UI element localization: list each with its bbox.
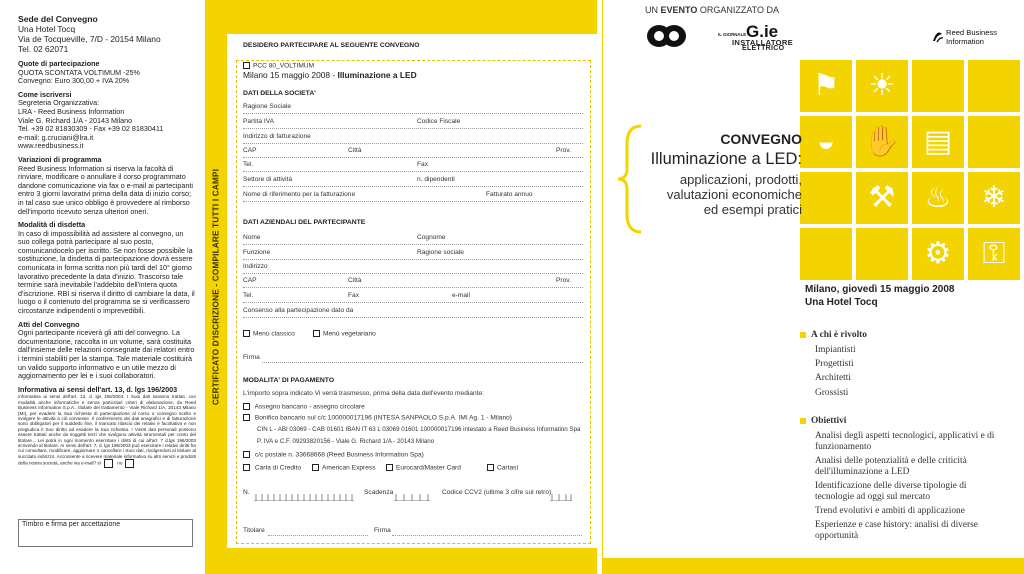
cognome-label: Cognome [417,234,446,241]
indirizzo-field[interactable] [243,273,583,274]
piva-label: Partita IVA [243,118,275,125]
card-digits-ticks [254,492,354,501]
target-item: Grossisti [815,387,849,398]
tile-icon [800,172,852,224]
cartasi-checkbox[interactable] [487,464,494,471]
consenso-label: Consenso alla partecipazione dato da [243,307,354,314]
sink-icon: ◒ [800,116,852,168]
iscr-website[interactable]: www.reedbusiness.it [18,141,84,151]
iscr-line: Tel. +39 02 81830309 - Fax +39 02 81830411 [18,124,164,134]
obj-item: Identificazione delle diverse tipologie di tecnologie ad oggi sul mercato [815,481,967,502]
assegno-row[interactable] [243,403,365,410]
reed-l1: Reed Business [946,28,998,37]
installatore-logo [718,22,798,52]
settore-field[interactable] [243,186,583,187]
subtitle-line: ed esempi pratici [703,202,802,217]
bonifico-label: Bonifico bancario sul c/c 100000017196 (INTESA SANPAOLO S.p.A. IMI Ag. 1 - Milano) [254,414,513,422]
tile-icon [856,228,908,280]
amex-label: American Express [322,464,376,472]
tel2-field[interactable] [243,302,583,303]
form-top-band [226,0,597,34]
tile-icon [912,60,964,112]
iscr-line: Viale G. Richard 1/A - 20143 Milano [18,115,133,125]
assegno-label: Assegno bancario - assegno circolare [254,403,365,411]
citta-label: Città [348,147,362,154]
no-label: no [117,460,123,466]
reed-logo-text [946,29,997,46]
carta-checkbox[interactable] [243,464,250,471]
subtitle-line: valutazioni economiche [666,187,802,202]
venue-line: Una Hotel Tocq [18,24,76,34]
event-row [243,70,417,80]
organizer-bold: EVENTO [660,5,698,15]
firma2-label: Firma [374,527,391,534]
form-header: DESIDERO PARTECIPARE AL SEGUENTE CONVEGNO [243,42,420,49]
scadenza-field[interactable] [394,488,430,497]
obj-title-row [800,416,1005,427]
strip-label: CERTIFICATO D'ISCRIZIONE - COMPILARE TUTTI I CAMPI [211,168,221,406]
nome-label: Nome [243,234,261,241]
timbro-firma-label: Timbro e firma per accettazione [22,521,121,528]
convegno-label: CONVEGNO [720,131,802,147]
bulb-icon: ☀ [856,60,908,112]
event-subtitle [640,172,802,217]
cartasi-row[interactable] [487,464,518,471]
nome-field[interactable] [243,244,583,245]
tel2-label: Tel. [243,292,254,299]
tools-icon: ⚒ [856,172,908,224]
right-bottom-bar [602,558,1024,574]
firma-label: Firma [243,354,260,361]
fridge-icon: ▤ [912,116,964,168]
iscr-title: Come iscriversi [18,89,72,99]
event-title: Illuminazione a LED: [650,150,802,168]
fax-label: Fax [417,161,428,168]
ragione-label: Ragione Sociale [243,103,292,110]
amex-row[interactable] [312,464,376,471]
iscr-line: LRA - Reed Business Information [18,106,125,116]
prov-label: Prov. [556,147,571,154]
scadenza-ticks [394,492,430,501]
timbro-firma-field[interactable] [18,519,193,547]
event-date: Milano 15 maggio 2008 - [243,70,338,80]
event-date-line: Milano, giovedì 15 maggio 2008 [805,284,955,295]
titolare-field[interactable] [268,535,368,536]
reed-logo [930,27,1010,49]
firma-field[interactable] [262,362,583,363]
ce-logo-mark [646,24,688,48]
venue-title: Sede del Convegno [18,14,98,24]
fatturato-label: Fatturato annuo [486,191,533,198]
nome-rif-label: Nome di riferimento per la fatturazione [243,191,356,198]
target-list [800,343,1015,400]
left-info-column [18,14,196,468]
event-name: Illuminazione a LED [337,70,417,80]
obj-list [800,431,1005,542]
obj-title: Obiettivi [811,416,847,426]
ragione2-label: Ragione sociale [417,249,464,256]
iscr-line: Segreteria Organizzativa: [18,98,100,108]
indirizzo-fatt-label: Indirizzo di fatturazione [243,133,311,140]
tile-icon [968,60,1020,112]
euro-label: Eurocard/Master Card [396,464,461,472]
si-label: sì [97,460,101,466]
cap-citta-field[interactable] [243,157,583,158]
part-title: DATI AZIENDALI DEL PARTECIPANTE [243,219,366,226]
obj-item: Analisi delle potenzialità e delle criticità dell'illuminazione a LED [815,456,967,477]
no-checkbox[interactable] [125,459,134,468]
ce-logo [646,24,688,48]
indirizzo-fatt-field[interactable] [243,143,583,144]
firma2-field[interactable] [392,535,582,536]
ccv-field[interactable] [550,488,572,497]
atti-title: Atti del Convegno [18,319,80,329]
event-checkbox[interactable] [243,62,250,69]
dis-text: In caso di impossibilità ad assistere al convegno, un suo collega potrà partecipare al suo posto, comunicandocelo per iscritto. Se non fosse possibile la sostituzione, la disdetta di partecipazione dovrà essere comunicata in forma scritta non più tardi del 10° giorno lavorativo precedente la data d'inizio. Trascorso tale termine sarà inevitabile l'addebito dell'intera quota d'iscrizione. RBI si riserva il diritto di cambiare la data, il luogo o il contenuto del programma se si verificassero circostanze indipendenti o imprevedibili. [18,228,195,316]
titolare-label: Titolare [243,527,265,534]
menu-classico-checkbox[interactable] [243,330,250,337]
info-title: Informativa ai sensi dell'art. 13, d. lgs 196/2003 [18,384,178,394]
postale-row[interactable] [243,451,424,458]
quota-title: Quote di partecipazione [18,59,100,68]
citta2-label: Città [348,277,362,284]
menu-veg-row[interactable] [313,330,376,337]
reed-logo-mark [930,29,944,43]
hand-icon: ✋ [856,116,908,168]
quota-line: Convegno: Euro 300,00 + IVA 20% [18,76,130,86]
target-section [800,330,1015,400]
card-number-field[interactable] [254,488,354,497]
obj-item: Esperienze e case history: analisi di diverse opportunità [815,520,978,541]
organizer-prefix: UN [645,5,661,15]
piva-reed-text: P. IVA e C.F. 09293820156 - Viale G. Richard 1/A - 20143 Milano [257,438,435,445]
event-place-line: Una Hotel Tocq [805,297,878,308]
logo2-sub2: ELETTRICO [742,45,785,52]
indirizzo-label: Indirizzo [243,263,268,270]
gear-icon: ⚙ [912,228,964,280]
scadenza-label: Scadenza [364,489,394,496]
carta-label: Carta di Credito [254,464,302,472]
spark-icon: ♨ [912,172,964,224]
logo2-sub1: INSTALLATORE [732,38,793,47]
target-item: Architetti [815,373,851,384]
pag-intro: L'importo sopra indicato Vi verrà trasmesso, prima della data dell'evento mediante: [243,390,484,397]
var-text: Reed Business Information si riserva la facoltà di rinviare, modificare o annullare il corso programmato dandone comunicazione via fax o e-mail ai partecipanti entro 3 giorni lavorativi prima della data di inizio corso; in tal caso sue unico obbligo è provvedere al rimborso dell'importo ricevuto senza ulteriori oneri. [18,163,193,216]
venue-line: Via de Tocqueville, 7/D - 20154 Milano [18,34,161,44]
event-code: PCC 80_VOLTIMUM [253,62,315,70]
cap-label: CAP [243,147,257,154]
cartasi-label: Cartasì [497,464,519,472]
ccv-label: Codice CCV2 (ultime 3 cifre sul retro) [442,489,552,496]
atti-text: Ogni partecipante riceverà gli atti del convegno. La documentazione, raccolta in un volume, sarà costituita dall'insieme delle relazioni consegnate dai relatori entro i termini stabiliti per la stampa. Tale materiale costituirà un valido supporto informativo e un utile mezzo di aggiornamento per lei e i suoi collaboratori. [18,328,195,381]
bullet-icon [800,418,806,424]
n-label: N. [243,489,250,496]
right-panel-divider [602,0,603,574]
organizer-suffix: ORGANIZZATO DA [697,5,780,15]
logo2-small: IL GIORNALE [718,32,747,37]
pag-title: MODALITA' DI PAGAMENTO [243,377,335,384]
organizer-line [645,5,779,15]
bonifico-row[interactable] [243,414,512,421]
menu-veg-checkbox[interactable] [313,330,320,337]
obj-section [800,416,1005,542]
info-body: Informativa ai sensi dell'art. 13, d. lgs 196/2003. I Suoi dati saranno trattati, con modalità anche informatiche e senza particolari criteri di elaborazione, da Reed Business Information S.p.A., titolare del trattamento - Viale Richard 1/A, 20143 Milano (MI), per evadere la Sua richiesta di partecipazione al corso o convegno scelto e svolgere le attività a ciò connesse. Il conferimento dei dati anagrafici e di fatturazione sono obbligatori per il suddetto fine, il mancato rilascio dei relativi è facoltativo e non pregiudica il Suo diritto ad evadere la Sua richiesta. I Vostri dati personali possono essere trattati anche da soggetti terzi che svolgono attività strumentali per conto del titolare... Lei potrà in ogni momento esercitare i diritti di cui all'art. 7 d.lgs 196/2003 scrivendo al titolare. Ai sensi dell'art. 7, d. lgs 196/2003 può esercitare i relativi diritti fra cui consultare, modificare, aggiornare o cancellare i Suoi dati, rivolgendosi al titolare al succitato indirizzo. Acconsente a ricevere materiale informativo su altri servizi e prodotti della nostra società, anche via e-mail? [18,394,196,466]
cf-label: Codice Fiscale [417,118,461,125]
menu-classico-label: Menù classico [253,330,295,338]
dis-title: Modalità di disdetta [18,220,86,230]
ce-logo-text [658,29,659,30]
menu-veg-label: Menù vegetariano [323,330,376,338]
quota-line: QUOTA SCONTATA VOLTIMUM -25% [18,67,140,77]
form-bottom-band [226,548,597,574]
cap2-label: CAP [243,277,257,284]
nome-rif-field[interactable] [243,201,583,202]
bonifico-checkbox[interactable] [243,414,250,421]
reed-l2: Information [946,36,984,46]
soc-title: DATI DELLA SOCIETA' [243,90,316,97]
funzione-field[interactable] [243,259,583,260]
target-item: Progettisti [815,359,854,370]
bullet-icon [800,332,806,338]
consenso-field[interactable] [243,317,583,318]
snowflake-icon: ❄ [968,172,1020,224]
fax2-label: Fax [348,292,359,299]
venue-line: Tel. 02 62071 [18,44,69,54]
piva-cf-field[interactable] [243,128,583,129]
cap2-field[interactable] [243,287,583,288]
target-title: A chi è rivolto [811,330,867,340]
euro-row[interactable] [386,464,461,471]
venue-address [18,24,196,54]
menu-classico-row[interactable] [243,330,295,337]
funzione-label: Funzione [243,249,271,256]
icon-tile-grid [800,60,1022,280]
event-code-row [243,62,314,69]
euro-checkbox[interactable] [386,464,393,471]
ragione-field[interactable] [243,113,583,114]
iscr-email[interactable]: e-mail: g.cruciani@lra.it [18,132,94,142]
amex-checkbox[interactable] [312,464,319,471]
logo2-big: G.ie [746,22,779,41]
tel-label: Tel. [243,161,254,168]
postale-label: c/c postale n. 33668668 (Reed Business Information Spa) [254,451,424,459]
var-title: Variazioni di programma [18,154,102,164]
settore-label: Settore di attività [243,176,293,183]
tile-icon [968,116,1020,168]
email-label: e-mail [452,292,470,299]
info-text [18,394,196,468]
ndip-label: n. dipendenti [417,176,455,183]
ccv-ticks [550,492,572,501]
key-icon: ⚿ [968,228,1020,280]
assegno-checkbox[interactable] [243,403,250,410]
tel-fax-field[interactable] [243,171,583,172]
prov2-label: Prov. [556,277,571,284]
si-checkbox[interactable] [104,459,113,468]
carta-row[interactable] [243,464,301,471]
tap-icon: ⚑ [800,60,852,112]
target-item: Impiantisti [815,345,856,355]
subtitle-line: applicazioni, prodotti, [679,172,802,187]
tile-icon [800,228,852,280]
postale-checkbox[interactable] [243,451,250,458]
cin-text: CIN L - ABI 03069 - CAB 01601 IBAN IT 63 L 03069 01601 100000017196 intestato a Reed Business Information Spa [257,426,581,433]
obj-item: Analisi degli aspetti tecnologici, applicativi e di funzionamento [815,431,995,452]
obj-item: Trend evolutivi e ambiti di applicazione [815,506,965,516]
target-title-row [800,330,1015,341]
